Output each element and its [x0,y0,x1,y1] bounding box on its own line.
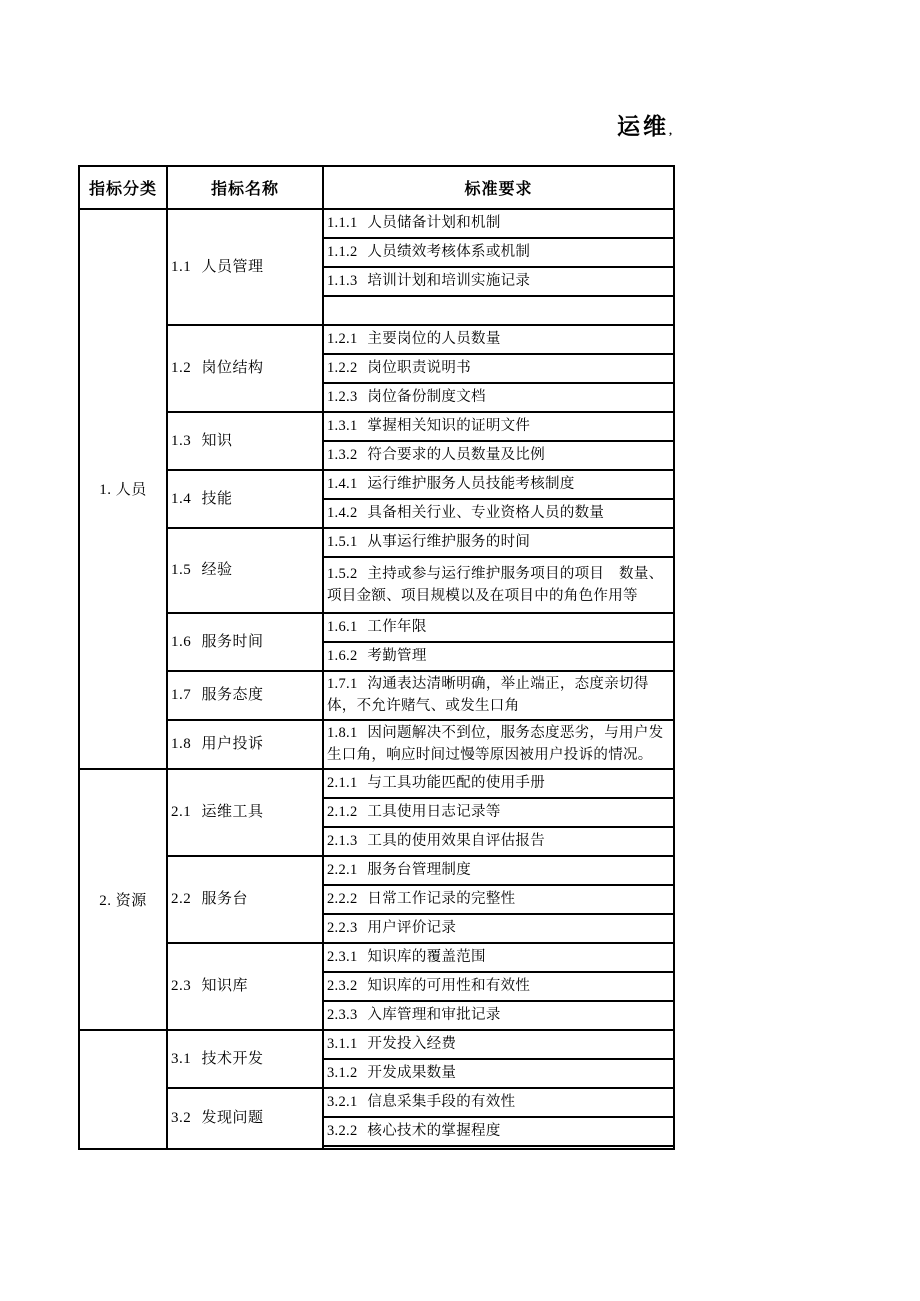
requirement-cell: 3.2.1 信息采集手段的有效性 [323,1088,674,1117]
table-row [79,613,674,642]
indicator-name-cell: 3.1 技术开发 [167,1030,323,1088]
category-cell-personnel: 1. 人员 [79,209,167,769]
indicator-name-cell: 1.6 服务时间 [167,613,323,671]
requirement-cell: 2.3.2 知识库的可用性和有效性 [323,972,674,1001]
table-row [79,856,674,885]
requirement-cell: 2.1.2 工具使用日志记录等 [323,798,674,827]
table-row [79,209,674,238]
requirement-cell: 2.3.1 知识库的覆盖范围 [323,943,674,972]
requirement-cell: 1.2.1 主要岗位的人员数量 [323,325,674,354]
requirement-cell: 2.2.1 服务台管理制度 [323,856,674,885]
table-row [79,470,674,499]
requirement-cell: 2.2.3 用户评价记录 [323,914,674,943]
requirement-cell: 2.1.1 与工具功能匹配的使用手册 [323,769,674,798]
requirement-cell: 3.1.2 开发成果数量 [323,1059,674,1088]
table-row [79,325,674,354]
indicator-table-region [78,165,675,1150]
requirement-cell: 1.5.1 从事运行维护服务的时间 [323,528,674,557]
table-row [79,720,674,769]
indicator-name-cell: 1.7 服务态度 [167,671,323,720]
requirement-cell-clipped [323,1146,674,1149]
requirement-cell: 2.3.3 入库管理和审批记录 [323,1001,674,1030]
requirement-cell: 1.7.1 沟通表达清晰明确，举止端正，态度亲切得体，不允许赌气、或发生口角 [323,671,674,720]
indicator-name-cell: 2.2 服务台 [167,856,323,943]
category-cell-resources: 2. 资源 [79,769,167,1030]
requirement-cell: 1.4.1 运行维护服务人员技能考核制度 [323,470,674,499]
table-row [79,943,674,972]
indicator-name-cell: 1.3 知识 [167,412,323,470]
requirement-cell: 2.2.2 日常工作记录的完整性 [323,885,674,914]
requirement-cell: 1.8.1 因问题解决不到位，服务态度恶劣，与用户发生口角，响应时间过慢等原因被用户投诉的情况。 [323,720,674,769]
requirement-cell: 3.1.1 开发投入经费 [323,1030,674,1059]
indicator-name-cell: 1.5 经验 [167,528,323,613]
requirement-cell: 1.2.3 岗位备份制度文档 [323,383,674,412]
requirement-cell: 3.2.2 核心技术的掌握程度 [323,1117,674,1146]
requirement-cell: 1.3.2 符合要求的人员数量及比例 [323,441,674,470]
requirement-cell: 1.1.1 人员储备计划和机制 [323,209,674,238]
table-row [79,1088,674,1117]
header-indicator-name: 指标名称 [167,166,323,209]
header-indicator-category: 指标分类 [79,166,167,209]
indicator-name-cell: 1.4 技能 [167,470,323,528]
requirement-cell: 1.1.3 培训计划和培训实施记录 [323,267,674,296]
document-title-suffix: , [669,123,672,137]
table-row [79,412,674,441]
table-row [79,671,674,720]
requirement-cell: 1.4.2 具备相关行业、专业资格人员的数量 [323,499,674,528]
indicator-table [78,165,675,1150]
indicator-name-cell: 1.1 人员管理 [167,209,323,325]
requirement-cell-empty [323,296,674,325]
document-title [617,108,672,141]
category-cell-technology [79,1030,167,1149]
document-title-text: 运维 [617,114,669,139]
indicator-name-cell: 1.8 用户投诉 [167,720,323,769]
indicator-name-cell: 2.1 运维工具 [167,769,323,856]
requirement-cell: 1.2.2 岗位职责说明书 [323,354,674,383]
table-row [79,1030,674,1059]
requirement-cell: 1.5.2 主持或参与运行维护服务项目的项目 数量、项目金额、项目规模以及在项目中的角色作用等 [323,557,674,613]
table-row [79,528,674,557]
requirement-cell: 2.1.3 工具的使用效果自评估报告 [323,827,674,856]
indicator-name-cell: 3.2 发现问题 [167,1088,323,1149]
header-standard-requirement: 标准要求 [323,166,674,209]
table-row [79,769,674,798]
requirement-cell: 1.6.1 工作年限 [323,613,674,642]
requirement-cell: 1.3.1 掌握相关知识的证明文件 [323,412,674,441]
table-header-row [79,166,674,209]
requirement-cell: 1.1.2 人员绩效考核体系或机制 [323,238,674,267]
indicator-name-cell: 1.2 岗位结构 [167,325,323,412]
requirement-cell: 1.6.2 考勤管理 [323,642,674,671]
indicator-name-cell: 2.3 知识库 [167,943,323,1030]
